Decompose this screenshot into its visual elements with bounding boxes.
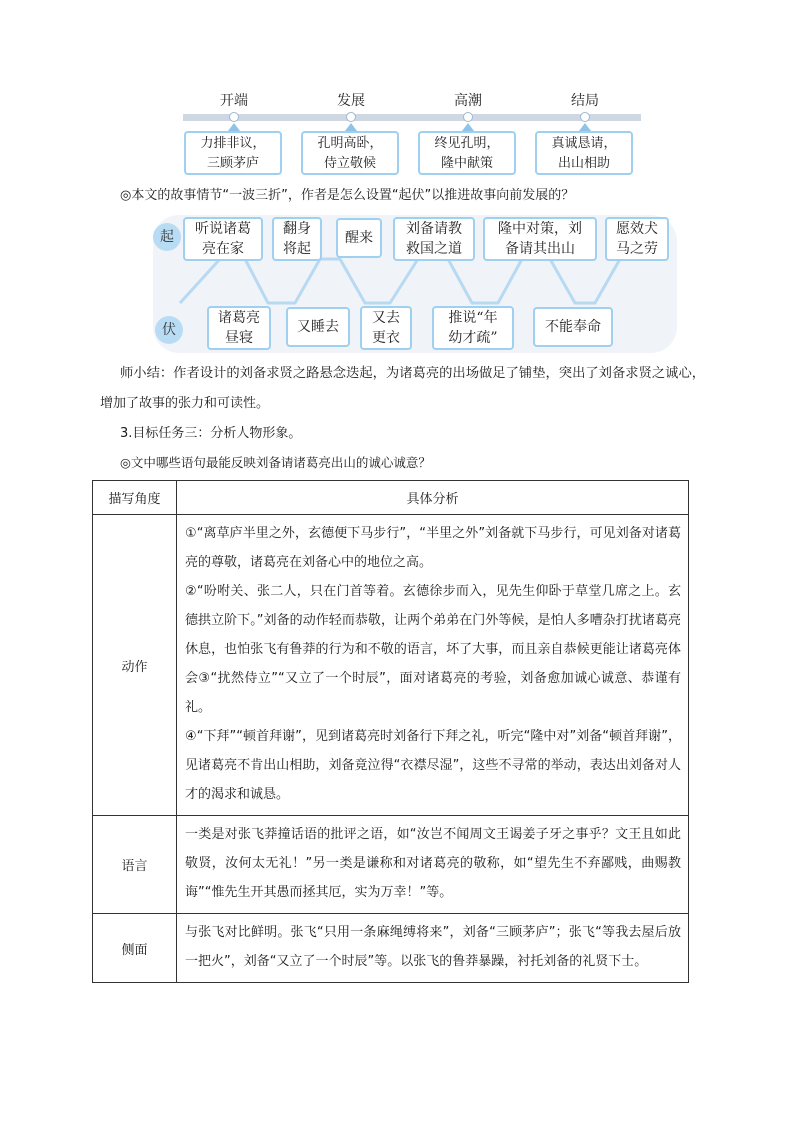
fall-box-line: 诸葛亮 — [218, 310, 260, 326]
timeline-node — [229, 112, 239, 122]
analysis-paragraph: ④“下拜”“顿首拜谢”，见到诸葛亮时刘备行下拜之礼，听完“隆中对”刘备“顿首拜谢”，见诸葛亮不肯出山相助，刘备竟泣得“衣襟尽湿”，这些不寻常的举动，表达出刘备对人才的渴求和诚恳。 — [185, 729, 681, 802]
fall-box — [286, 307, 350, 347]
teacher-summary-line: 增加了故事的张力和可读性。 — [100, 396, 270, 411]
analysis-cell — [177, 515, 689, 816]
fall-box-line: 昼寝 — [225, 330, 253, 346]
fall-box-line: 推说“年 — [448, 310, 498, 326]
rise-box-line: 听说诸葛 — [195, 221, 251, 237]
timeline-box — [301, 131, 399, 175]
question-sincerity: ◎文中哪些语句最能反映刘备请诸葛亮出山的诚心诚意？ — [120, 455, 431, 470]
rise-box-line: 刘备请教 — [406, 221, 462, 237]
rise-box-line: 备请其出山 — [505, 241, 575, 257]
analysis-cell — [177, 816, 689, 914]
table-row — [93, 515, 689, 816]
aspect-cell: 动作 — [93, 515, 177, 816]
rise-box-line: 亮在家 — [202, 241, 244, 257]
rise-fall-diagram — [150, 215, 680, 355]
rise-box-line: 醒来 — [345, 230, 373, 246]
timeline-box-line: 隆中献策 — [440, 156, 493, 171]
rise-box — [605, 217, 669, 261]
table-header-cell: 具体分析 — [177, 481, 689, 515]
fall-marker-icon: 伏 — [155, 316, 183, 344]
timeline-box-line: 真诚恳请， — [551, 136, 617, 151]
task-heading: 3.目标任务三：分析人物形象。 — [120, 426, 302, 441]
table-row — [93, 816, 689, 914]
teacher-summary-line: 师小结：作者设计的刘备求贤之路悬念迭起，为诸葛亮的出场做足了铺垫，突出了刘备求贤之诚心， — [120, 366, 706, 381]
timeline-pointer-icon — [462, 123, 474, 131]
rise-box-line: 愿效犬 — [616, 221, 658, 237]
timeline-pointer-icon — [345, 123, 357, 131]
analysis-paragraph: ①“离草庐半里之外，玄德便下马步行”，“半里之外”刘备就下马步行，可见刘备对诸葛亮的尊敬，诸葛亮在刘备心中的地位之高。 — [185, 526, 681, 570]
timeline-stage-label: 发展 — [337, 93, 365, 109]
fall-box-line: 不能奉命 — [545, 319, 601, 335]
timeline-box-line: 出山相助 — [557, 156, 610, 171]
rise-box — [183, 217, 263, 261]
fall-box-line: 又去 — [372, 310, 400, 326]
timeline-box — [184, 131, 282, 175]
rise-box-line: 救国之道 — [406, 241, 462, 257]
question-plot-ups-downs: ◎本文的故事情节“一波三折”，作者是怎么设置“起伏”以推进故事向前发展的？ — [120, 188, 575, 203]
rise-box-line: 马之劳 — [616, 241, 658, 257]
table-row — [93, 914, 689, 983]
fall-box — [207, 306, 271, 350]
timeline-node — [580, 112, 590, 122]
timeline-box-line: 三顾茅庐 — [206, 156, 259, 171]
timeline-pointer-icon — [228, 123, 240, 131]
timeline-box — [418, 131, 516, 175]
rise-box-line: 翻身 — [283, 221, 311, 237]
fall-box — [360, 306, 412, 350]
rise-box — [483, 217, 597, 261]
timeline-pointer-icon — [579, 123, 591, 131]
timeline-box-line: 力排非议， — [200, 136, 266, 151]
analysis-cell — [177, 914, 689, 983]
timeline-stage-label: 高潮 — [454, 93, 482, 109]
timeline-stage-label: 结局 — [571, 93, 599, 109]
aspect-cell: 语言 — [93, 816, 177, 914]
aspect-cell: 侧面 — [93, 914, 177, 983]
timeline-node — [346, 112, 356, 122]
timeline-box-line: 孔明高卧， — [317, 136, 383, 151]
analysis-paragraph: 与张飞对比鲜明。张飞“只用一条麻绳缚将来”，刘备“三顾茅庐”；张飞“等我去屋后放一把火”，刘备“又立了一个时辰”等。以张飞的鲁莽暴躁，衬托刘备的礼贤下士。 — [185, 925, 681, 969]
plot-timeline — [183, 90, 641, 185]
fall-box-line: 幼才疏” — [448, 330, 498, 346]
timeline-bar — [183, 114, 641, 121]
rise-box — [336, 218, 382, 258]
timeline-box — [535, 131, 633, 175]
timeline-box-line: 终见孔明， — [434, 136, 500, 151]
timeline-stage-label: 开端 — [220, 93, 248, 109]
timeline-box-line: 侍立敬候 — [323, 156, 376, 171]
fall-box-line: 又睡去 — [297, 319, 339, 335]
fall-box — [432, 306, 514, 350]
table-header-cell: 描写角度 — [93, 481, 177, 515]
fall-box-line: 更衣 — [372, 330, 400, 346]
rise-box-line: 将起 — [283, 241, 311, 257]
rise-box — [393, 217, 475, 261]
analysis-paragraph: 一类是对张飞莽撞话语的批评之语，如“汝岂不闻周文王谒姜子牙之事乎？文王且如此敬贤，汝何太无礼！”另一类是谦称和对诸葛亮的敬称，如“望先生不弃鄙贱，曲赐教诲”“惟先生开其愚而拯其厄，实为万幸！”等。 — [185, 827, 681, 900]
rise-box — [272, 217, 322, 261]
rise-box-line: 隆中对策，刘 — [498, 221, 582, 237]
character-analysis-table — [92, 480, 689, 983]
analysis-paragraph: ②“吩咐关、张二人，只在门首等着。玄德徐步而入，见先生仰卧于草堂几席之上。玄德拱立阶下。”刘备的动作轻而恭敬，让两个弟弟在门外等候，是怕人多嘈杂打扰诸葛亮休息，也怕张飞有鲁莽的行为和不敬的语言，坏了大事，而且亲自恭候更能让诸葛亮体会③“扰然侍立”“又立了一个时辰”，面对诸葛亮的考验，刘备愈加诚心诚意、恭谨有礼。 — [185, 584, 681, 715]
timeline-node — [463, 112, 473, 122]
rise-marker-icon: 起 — [153, 223, 181, 251]
fall-box — [533, 307, 613, 347]
table-header-row — [93, 481, 689, 515]
